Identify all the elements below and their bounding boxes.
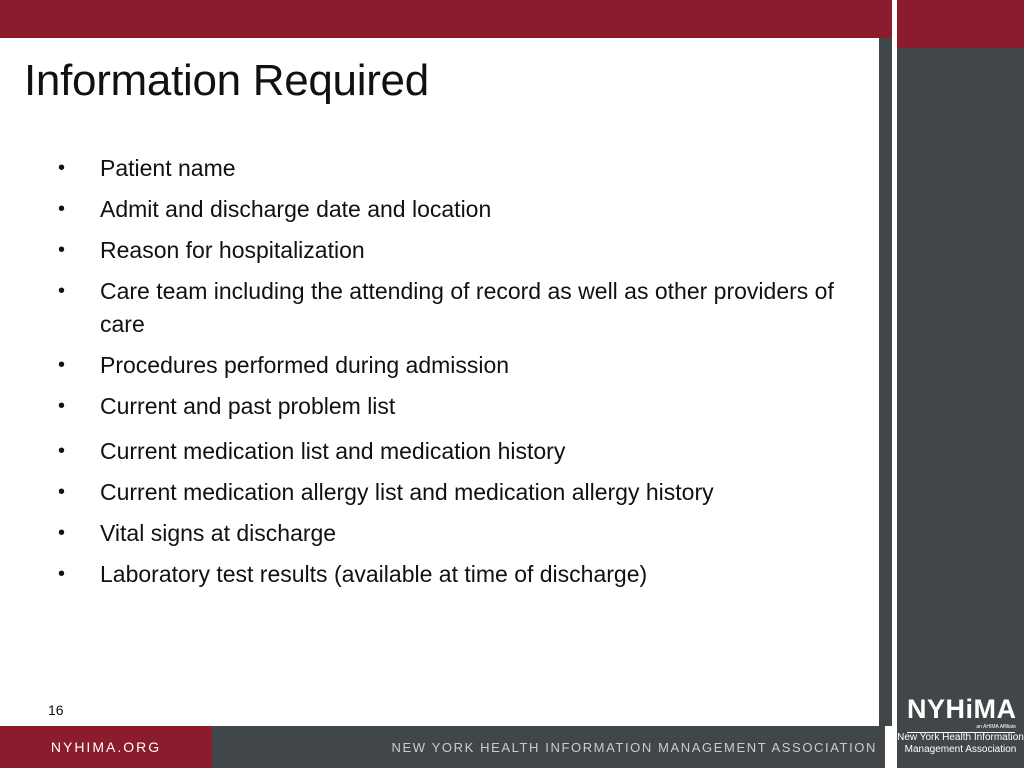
bullet-item: • Care team including the attending of record as well as other providers of care: [58, 275, 848, 341]
logo-subtitle: [897, 732, 1024, 756]
bullet-item: • Current and past problem list: [58, 390, 848, 423]
top-banner-left: [0, 0, 892, 38]
bullet-item: • Vital signs at discharge: [58, 517, 848, 550]
bullet-item: • Laboratory test results (available at time of discharge): [58, 558, 848, 591]
footer-organization: NEW YORK HEALTH INFORMATION MANAGEMENT ASSOCIATION: [391, 739, 877, 755]
logo-wordmark: NYHiMA: [907, 692, 1015, 733]
footer-organization-bar: [212, 726, 885, 768]
top-banner-right: [897, 0, 1024, 48]
footer-website: NYHIMA.ORG: [50, 739, 162, 755]
bullet-item: • Admit and discharge date and location: [58, 193, 848, 226]
bullet-item: • Current medication list and medication history: [58, 435, 848, 468]
bullet-item: • Current medication allergy list and medication allergy history: [58, 476, 848, 509]
logo-subtitle-line: Management Association: [904, 744, 1017, 755]
slide-title: Information Required: [24, 56, 429, 105]
footer-website-bar: [0, 726, 212, 768]
organization-logo: [897, 688, 1024, 768]
page-number: 16: [48, 702, 64, 718]
bullet-item: • Procedures performed during admission: [58, 349, 848, 382]
side-panel: [897, 48, 1024, 688]
bullet-item: • Reason for hospitalization: [58, 234, 848, 267]
logo-subtitle-line: New York Health Information: [897, 732, 1024, 743]
bullet-list: [58, 152, 848, 599]
bullet-item: • Patient name: [58, 152, 848, 185]
logo-affiliate-text: an AHIMA Affiliate: [976, 724, 1016, 730]
side-panel-strip: [879, 38, 892, 726]
